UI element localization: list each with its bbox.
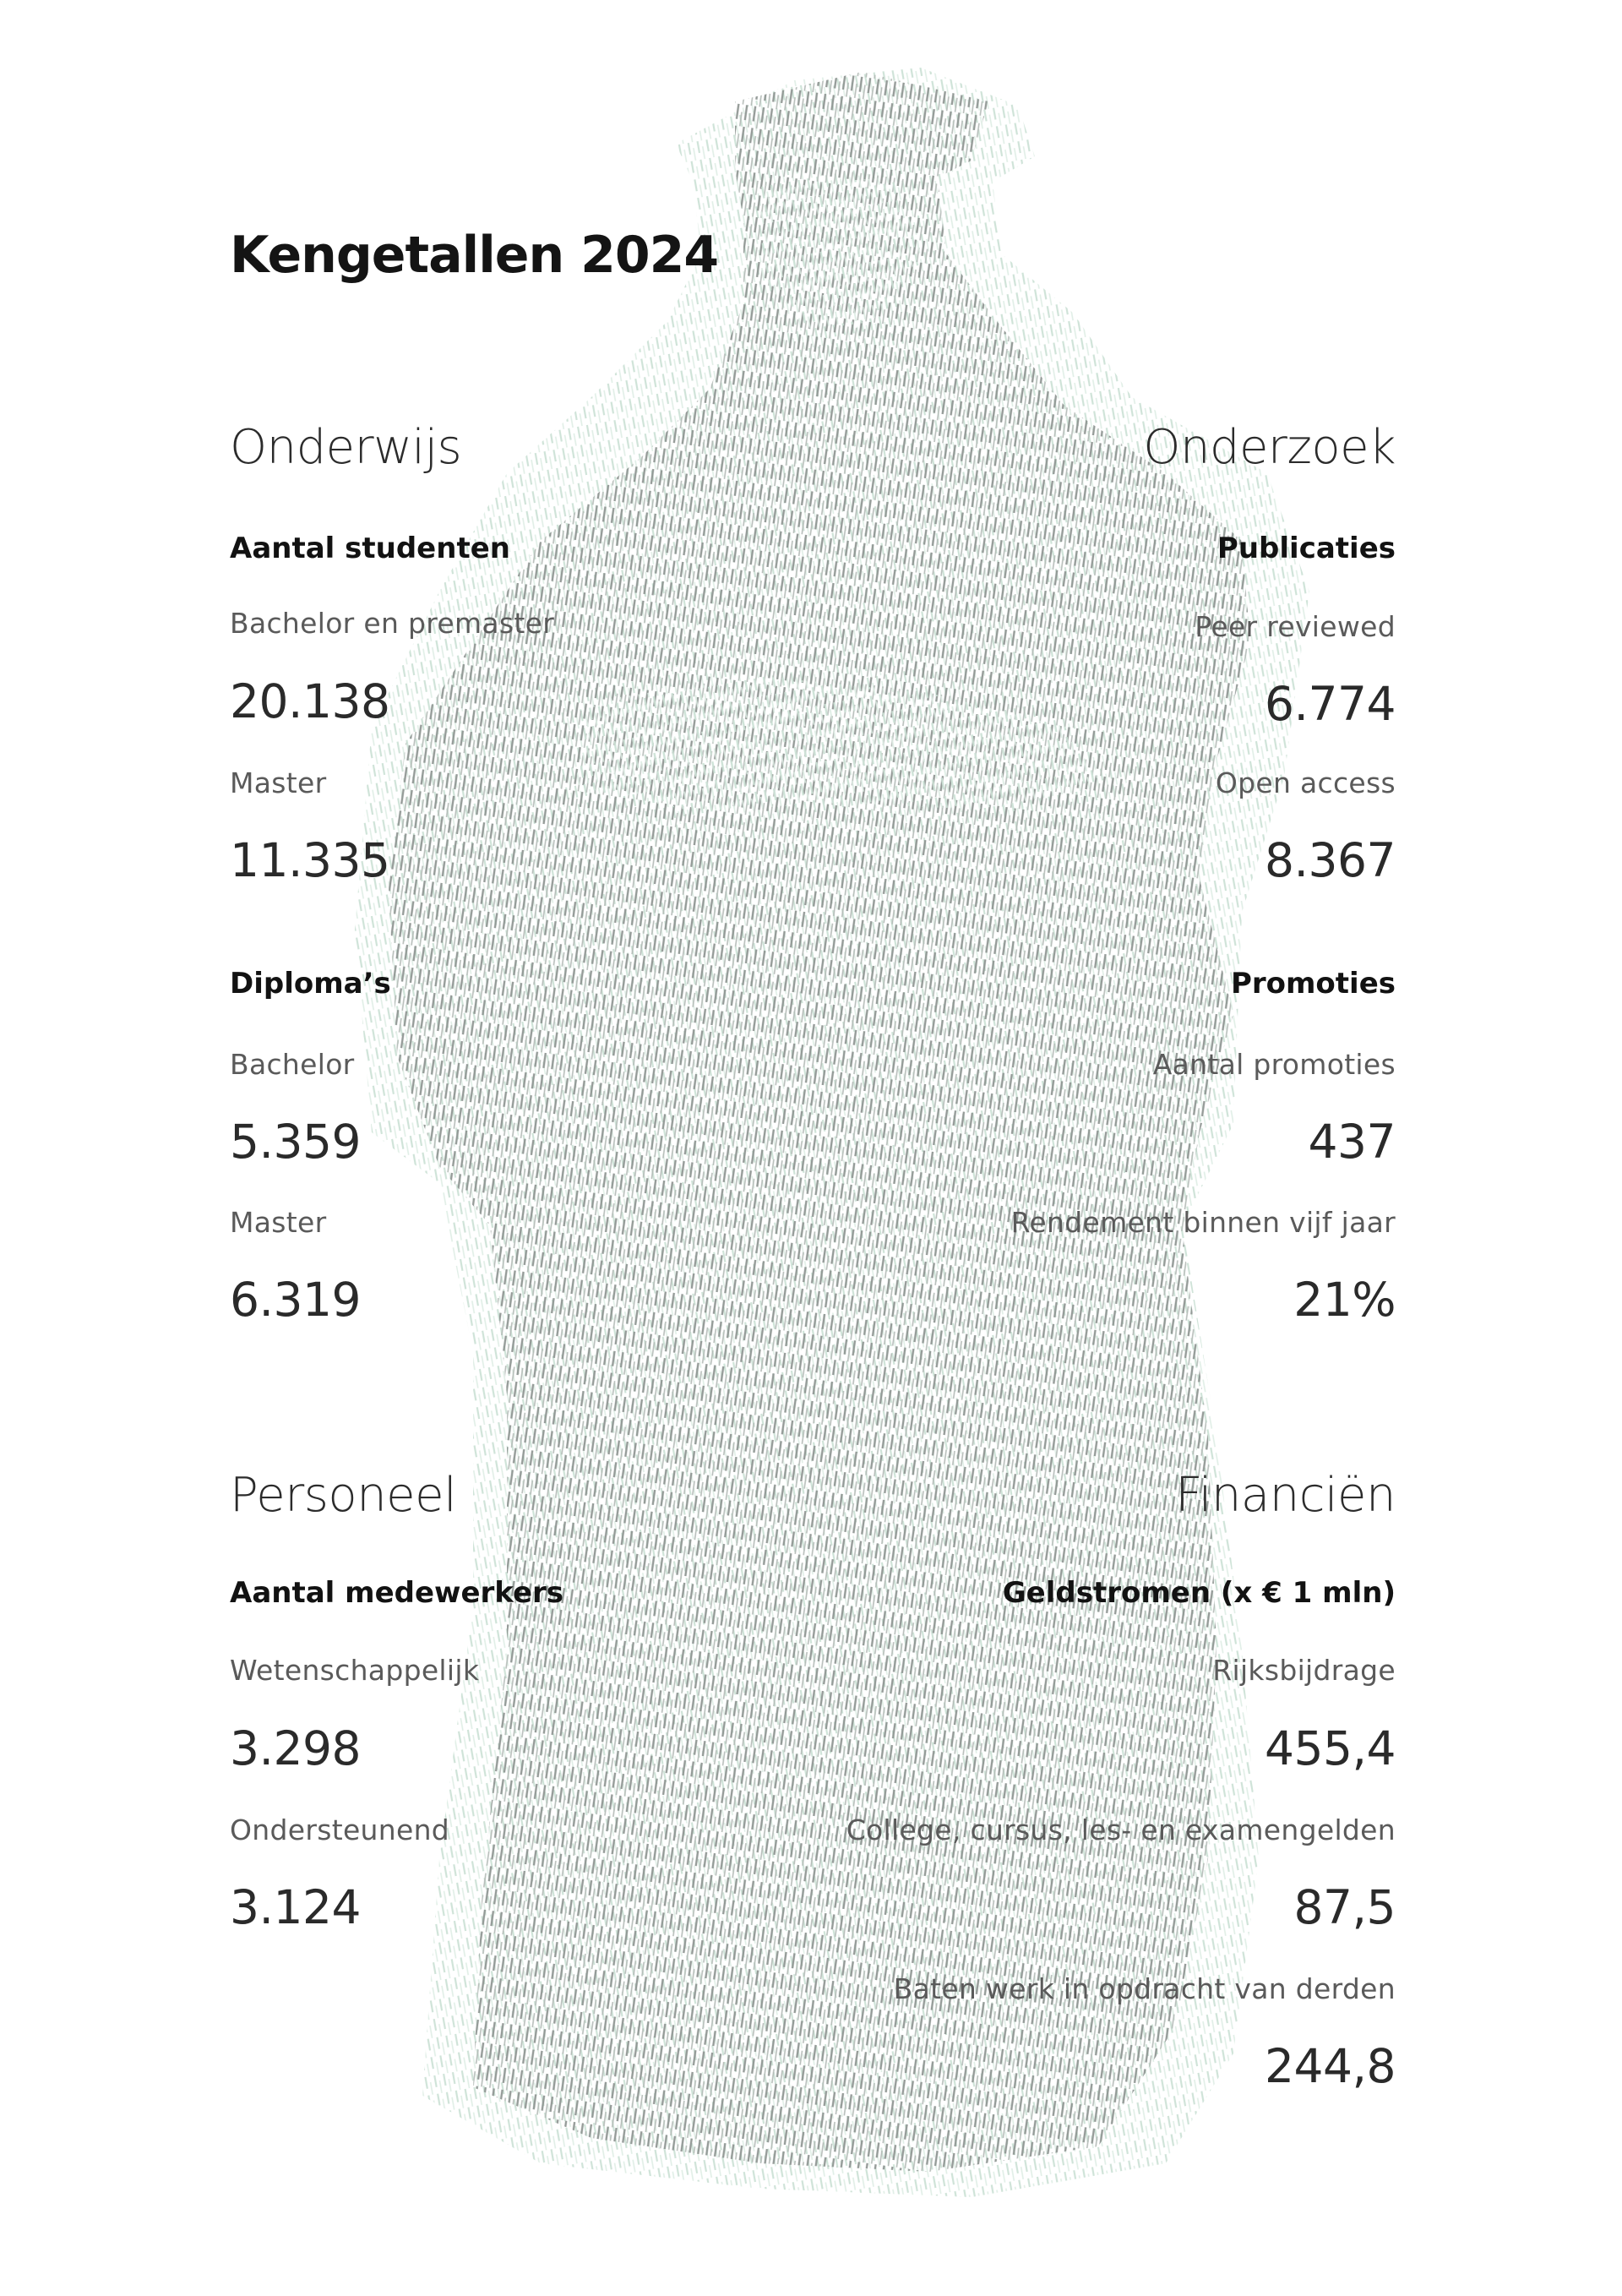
- subheading-promoties: Promoties: [1230, 967, 1396, 1001]
- section-heading-onderwijs: Onderwijs: [230, 420, 462, 475]
- label-master-students: Master: [230, 766, 327, 799]
- value-baten-derden: 244,8: [1265, 2039, 1396, 2093]
- label-rijksbijdrage: Rijksbijdrage: [1212, 1654, 1396, 1687]
- subheading-aantal-studenten: Aantal studenten: [230, 532, 510, 565]
- label-baten-derden: Baten werk in opdracht van derden: [893, 1972, 1396, 2005]
- value-bachelor-premaster: 20.138: [230, 674, 390, 728]
- label-diploma-bachelor: Bachelor: [230, 1048, 355, 1081]
- value-wetenschappelijk: 3.298: [230, 1721, 361, 1775]
- label-open-access: Open access: [1215, 766, 1396, 799]
- label-ondersteunend: Ondersteunend: [230, 1813, 450, 1846]
- label-aantal-promoties: Aantal promoties: [1152, 1048, 1396, 1081]
- label-rendement: Rendement binnen vijf jaar: [1010, 1206, 1396, 1239]
- label-bachelor-premaster: Bachelor en premaster: [230, 607, 555, 640]
- value-master-students: 11.335: [230, 833, 390, 887]
- label-peer-reviewed: Peer reviewed: [1195, 610, 1396, 643]
- subheading-geldstromen: Geldstromen (x € 1 mln): [1002, 1576, 1396, 1610]
- label-collegegelden: College, cursus, les- en examengelden: [846, 1813, 1396, 1846]
- section-heading-financien: Financiën: [1175, 1468, 1396, 1523]
- subheading-diplomas: Diploma’s: [230, 967, 391, 1001]
- value-diploma-bachelor: 5.359: [230, 1115, 361, 1169]
- section-heading-onderzoek: Onderzoek: [1143, 420, 1396, 475]
- value-collegegelden: 87,5: [1293, 1880, 1396, 1934]
- subheading-publicaties: Publicaties: [1216, 532, 1396, 565]
- value-diploma-master: 6.319: [230, 1273, 361, 1327]
- value-open-access: 8.367: [1265, 833, 1396, 887]
- value-rijksbijdrage: 455,4: [1265, 1721, 1396, 1775]
- label-diploma-master: Master: [230, 1206, 327, 1239]
- section-heading-personeel: Personeel: [230, 1468, 457, 1523]
- value-ondersteunend: 3.124: [230, 1880, 361, 1934]
- subheading-aantal-medewerkers: Aantal medewerkers: [230, 1576, 564, 1610]
- label-wetenschappelijk: Wetenschappelijk: [230, 1654, 480, 1687]
- page-title: Kengetallen 2024: [230, 226, 719, 285]
- value-rendement: 21%: [1293, 1273, 1396, 1327]
- value-aantal-promoties: 437: [1308, 1115, 1396, 1169]
- value-peer-reviewed: 6.774: [1265, 677, 1396, 731]
